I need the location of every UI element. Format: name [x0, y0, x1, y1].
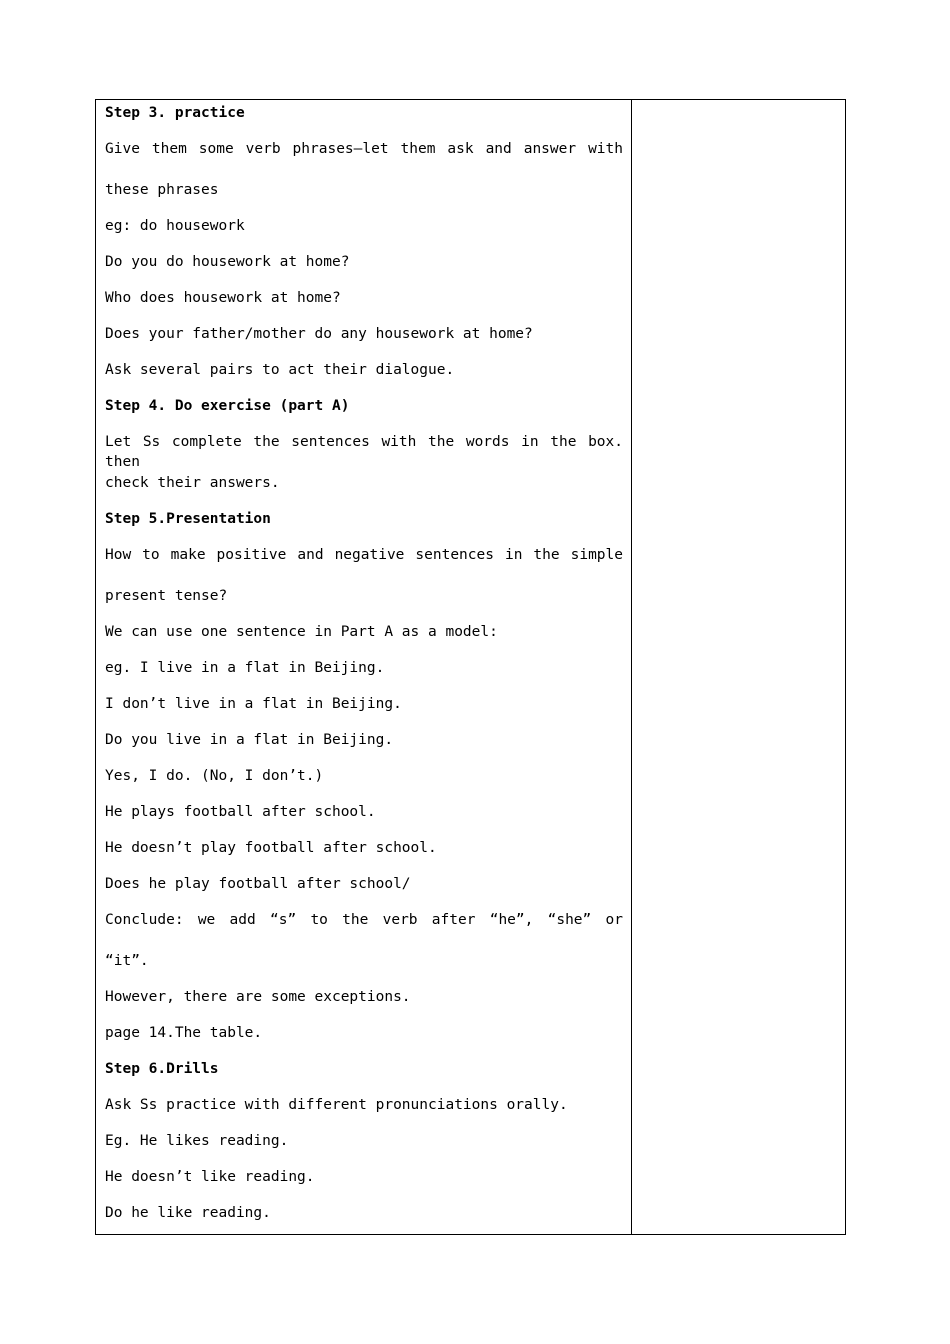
step-4-heading: Step 4. Do exercise (part A) [105, 398, 350, 414]
notes-cell [632, 100, 845, 1234]
text-line: Do he like reading. [105, 1205, 271, 1221]
lesson-table [95, 99, 846, 1235]
step-6-heading: Step 6.Drills [105, 1061, 219, 1077]
text-line: Let Ss complete the sentences with the words in the box. then [105, 434, 623, 470]
text-line: Ask several pairs to act their dialogue. [105, 362, 455, 378]
text-line: Who does housework at home? [105, 290, 341, 306]
lesson-content-cell [96, 100, 632, 1234]
text-line: these phrases [105, 182, 219, 198]
text-line: Conclude: we add “s” to the verb after “he”, “she” or [105, 912, 623, 928]
text-line: Do you live in a flat in Beijing. [105, 732, 394, 748]
text-line: Does he play football after school/ [105, 876, 411, 892]
text-line: eg: do housework [105, 218, 245, 234]
text-line: He doesn’t like reading. [105, 1169, 315, 1185]
text-line: Yes, I do. (No, I don’t.) [105, 768, 324, 784]
text-line: How to make positive and negative sentences in the simple [105, 547, 623, 563]
text-line: Ask Ss practice with different pronunciations orally. [105, 1097, 568, 1113]
text-line: check their answers. [105, 475, 280, 491]
text-line: He doesn’t play football after school. [105, 840, 437, 856]
text-line: I don’t live in a flat in Beijing. [105, 696, 402, 712]
text-line: “it”. [105, 953, 149, 969]
text-line: present tense? [105, 588, 228, 604]
text-line: Give them some verb phrases—let them ask and answer with [105, 141, 623, 157]
step-3-heading: Step 3. practice [105, 105, 245, 121]
text-line: eg. I live in a flat in Beijing. [105, 660, 385, 676]
text-line: He plays football after school. [105, 804, 376, 820]
text-line: Does your father/mother do any housework at home? [105, 326, 533, 342]
step-5-heading: Step 5.Presentation [105, 511, 271, 527]
text-line: Do you do housework at home? [105, 254, 350, 270]
text-line: However, there are some exceptions. [105, 989, 411, 1005]
text-line: We can use one sentence in Part A as a model: [105, 624, 498, 640]
text-line: page 14.The table. [105, 1025, 263, 1041]
text-line: Eg. He likes reading. [105, 1133, 289, 1149]
